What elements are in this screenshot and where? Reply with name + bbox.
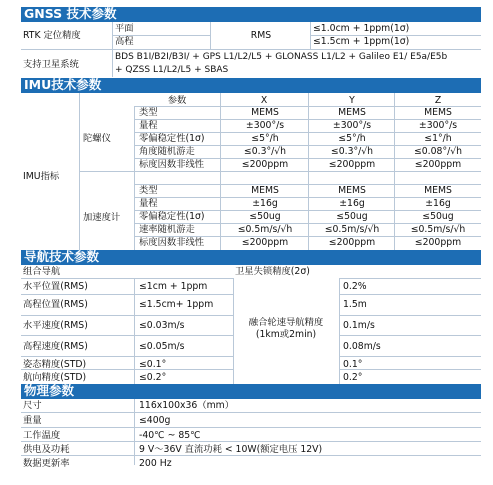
gnss-vline xyxy=(310,22,311,49)
gyro-y-value: MEMS xyxy=(338,107,366,118)
gnss-vline xyxy=(112,22,113,77)
accel-x-value: MEMS xyxy=(251,185,279,196)
gyro-param-name: 零偏稳定性(1σ) xyxy=(139,133,205,144)
nav-row-name: 高程位置(RMS) xyxy=(23,299,88,310)
nav-row-value: ≤1.5cm+ 1ppm xyxy=(139,299,214,310)
nav-row-name: 姿态精度(STD) xyxy=(23,359,87,370)
gyro-x-value: ≤0.3°/√h xyxy=(243,146,287,157)
accel-z-value: ≤50ug xyxy=(422,211,454,222)
gyro-z-value: MEMS xyxy=(424,107,452,118)
gnss-line xyxy=(311,35,481,36)
phys-row-value: 116x100x36（mm） xyxy=(139,400,235,411)
nav-line xyxy=(21,315,233,316)
accel-param-name: 速率随机游走 xyxy=(139,224,195,235)
imu-title: IMU技术参数 xyxy=(24,77,102,92)
gyro-y-value: ≤0.3°/√h xyxy=(330,146,374,157)
gyro-x-value: ≤200ppm xyxy=(241,159,289,170)
phys-row-value: 200 Hz xyxy=(139,458,172,469)
nav-row-value: ≤0.03m/s xyxy=(139,320,185,331)
imu-col-x: X xyxy=(260,95,268,106)
rtk-label: RTK 定位精度 xyxy=(23,30,81,41)
accel-x-value: ≤0.5m/s/√h xyxy=(237,224,293,235)
nav-vline xyxy=(339,278,340,384)
plane-label: 平面 xyxy=(115,23,134,34)
fusion-label-line1: 融合轮速导航精度 xyxy=(248,317,324,328)
imu-col-param: 参数 xyxy=(167,95,187,106)
nav-row-name: 航向精度(STD) xyxy=(23,372,87,383)
imu-vline xyxy=(308,93,309,250)
gyro-x-value: MEMS xyxy=(251,107,279,118)
gnss-section-header xyxy=(21,7,481,22)
gyro-y-value: ≤5°/h xyxy=(338,133,366,144)
support-label: 支持卫星系统 xyxy=(23,59,79,70)
height-value: ≤1.5cm + 1ppm(1σ) xyxy=(313,36,410,47)
nav-line xyxy=(339,315,481,316)
gyro-label: 陀螺仪 xyxy=(83,133,111,144)
imu-col-y: Y xyxy=(349,95,355,106)
support-value-line1: BDS B1I/B2I/B3I/ + GPS L1/L2/L5 + GLONASS L1/L2 + Galileo E1/ E5a/E5b xyxy=(115,52,448,62)
imu-vline xyxy=(134,106,135,250)
nav-line xyxy=(21,294,233,295)
phys-row-name: 尺寸 xyxy=(23,400,42,411)
gyro-param-name: 量程 xyxy=(139,120,158,131)
phys-line xyxy=(21,455,481,456)
gyro-y-value: ≤200ppm xyxy=(328,159,376,170)
accel-param-name: 标度因数非线性 xyxy=(139,237,205,248)
nav-vline xyxy=(134,278,135,384)
gyro-z-value: ±300°/s xyxy=(418,120,458,131)
nav-section-header xyxy=(21,250,481,265)
fusion-label-line2: (1km或2min) xyxy=(255,329,317,340)
imu-vline xyxy=(79,93,80,250)
accel-z-value: MEMS xyxy=(424,185,452,196)
plane-value: ≤1.0cm + 1ppm(1σ) xyxy=(313,23,410,34)
nav-row-outage: 0.1° xyxy=(343,359,363,370)
phys-row-value: 9 V～36V 直流功耗 < 10W(额定电压 12V) xyxy=(139,444,323,455)
nav-row-outage: 0.2° xyxy=(343,372,363,383)
phys-vline xyxy=(134,399,135,465)
accel-y-value: ±16g xyxy=(339,198,365,209)
nav-row-value: ≤1cm + 1ppm xyxy=(139,281,208,292)
gyro-param-name: 标度因数非线性 xyxy=(139,159,205,170)
accel-y-value: ≤200ppm xyxy=(328,237,376,248)
gyro-param-name: 类型 xyxy=(139,107,158,118)
nav-row-value: ≤0.05m/s xyxy=(139,341,185,352)
nav-title: 导航技术参数 xyxy=(24,249,100,264)
nav-line xyxy=(21,369,233,370)
imu-col-z: Z xyxy=(434,95,442,106)
accel-label: 加速度计 xyxy=(83,212,121,223)
nav-row-outage: 0.08m/s xyxy=(343,341,381,352)
accel-z-value: ≤200ppm xyxy=(414,237,462,248)
outage-label: 卫星失锁精度(2σ) xyxy=(235,266,310,277)
gyro-z-value: ≤200ppm xyxy=(414,159,462,170)
gyro-x-value: ≤5°/h xyxy=(251,133,279,144)
phys-section-header xyxy=(21,384,481,399)
nav-line xyxy=(339,278,481,279)
accel-z-value: ≤0.5m/s/√h xyxy=(410,224,466,235)
accel-y-value: MEMS xyxy=(338,185,366,196)
nav-row-outage: 0.2% xyxy=(343,281,367,292)
imu-vline xyxy=(220,93,221,250)
gnss-vline xyxy=(210,22,211,49)
imu-row-label: IMU指标 xyxy=(23,171,60,182)
nav-line xyxy=(21,335,233,336)
phys-row-name: 重量 xyxy=(23,415,42,426)
nav-line xyxy=(339,356,481,357)
accel-y-value: ≤50ug xyxy=(336,211,368,222)
nav-line xyxy=(339,294,481,295)
gnss-line xyxy=(113,35,211,36)
phys-line xyxy=(21,412,481,413)
gyro-param-name: 角度随机游走 xyxy=(139,146,195,157)
imu-vline xyxy=(394,93,395,250)
accel-x-value: ±16g xyxy=(252,198,278,209)
spec-sheet xyxy=(21,6,481,469)
accel-z-value: ±16g xyxy=(425,198,451,209)
height-label: 高程 xyxy=(115,36,134,47)
nav-row-name: 水平速度(RMS) xyxy=(23,320,88,331)
nav-row-outage: 0.1m/s xyxy=(343,320,375,331)
support-value-line2: + QZSS L1/L2/L5 + SBAS xyxy=(115,65,229,75)
phys-row-name: 工作温度 xyxy=(23,430,61,441)
phys-line xyxy=(21,427,481,428)
gyro-z-value: ≤1°/h xyxy=(424,133,452,144)
gnss-line xyxy=(21,49,481,50)
combined-nav-label: 组合导航 xyxy=(23,266,61,277)
accel-param-name: 类型 xyxy=(139,185,158,196)
gyro-y-value: ±300°/s xyxy=(332,120,372,131)
gyro-x-value: ±300°/s xyxy=(245,120,285,131)
nav-row-name: 高程速度(RMS) xyxy=(23,341,88,352)
phys-row-value: -40℃ ~ 85℃ xyxy=(139,430,201,441)
nav-row-outage: 1.5m xyxy=(343,299,367,310)
nav-row-value: ≤0.2° xyxy=(139,372,167,383)
rms-label: RMS xyxy=(250,30,272,41)
nav-line xyxy=(21,356,233,357)
nav-row-name: 水平位置(RMS) xyxy=(23,281,88,292)
accel-x-value: ≤50ug xyxy=(249,211,281,222)
phys-title: 物理参数 xyxy=(24,383,75,398)
nav-line xyxy=(339,335,481,336)
gnss-title: GNSS 技术参数 xyxy=(24,6,117,21)
accel-param-name: 量程 xyxy=(139,198,158,209)
accel-y-value: ≤0.5m/s/√h xyxy=(324,224,380,235)
phys-row-name: 供电及功耗 xyxy=(23,444,70,455)
nav-vline xyxy=(233,278,234,384)
nav-row-value: ≤0.1° xyxy=(139,359,167,370)
gyro-z-value: ≤0.08°/√h xyxy=(413,146,463,157)
accel-x-value: ≤200ppm xyxy=(241,237,289,248)
nav-line xyxy=(339,369,481,370)
accel-param-name: 零偏稳定性(1σ) xyxy=(139,211,205,222)
phys-line xyxy=(21,441,481,442)
nav-line xyxy=(21,278,233,279)
phys-row-name: 数据更新率 xyxy=(23,458,70,469)
imu-line xyxy=(79,171,481,172)
imu-section-header xyxy=(21,78,481,93)
phys-row-value: ≤400g xyxy=(139,415,171,426)
